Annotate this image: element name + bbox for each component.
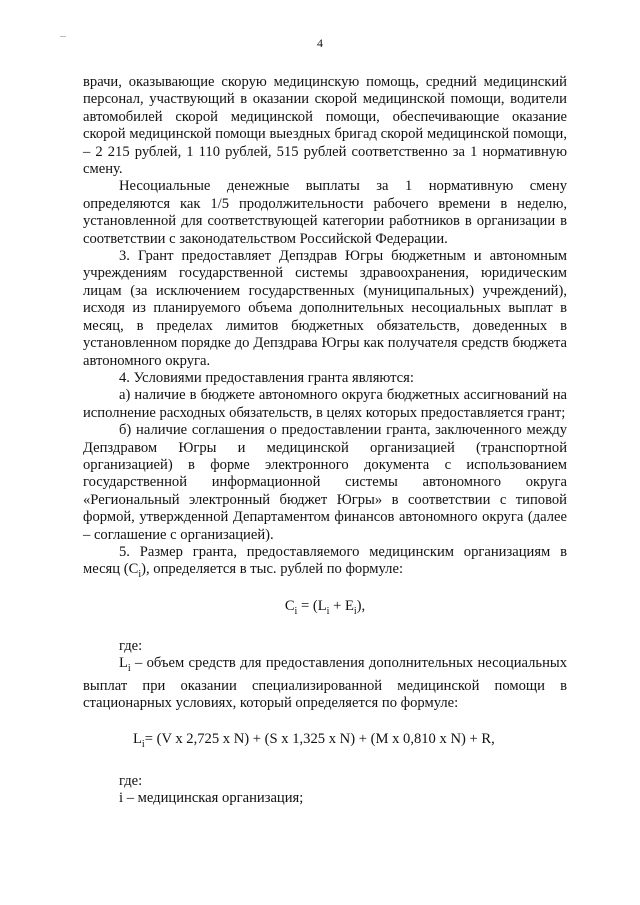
- paragraph-4a: а) наличие в бюджете автономного округа бюджетных ассигнований на исполнение расходных обязательств, в целях которых предоставляется грант;: [83, 387, 567, 421]
- paragraph-4-conditions: 4. Условиями предоставления гранта являются:: [119, 369, 414, 386]
- document-body: [83, 74, 567, 808]
- paragraph-3-grant-provision: 3. Грант предоставляет Депздрав Югры бюджетным и автономным учреждениям государственной системы здравоохранения, юридическим лицам (за исключением государственных (муниципальных) учреждений), исходя из планируемого объема дополнительных несоциальных выплат в месяц, в пределах лимитов бюджетных обязательств, доведенных в установленном порядке до Депздрава Югры как получателя средств бюджета автономного округа.: [83, 248, 567, 369]
- formula-l-sub: i: [326, 605, 330, 617]
- paragraph-4b: б) наличие соглашения о предоставлении гранта, заключенного между Депздравом Югры и медицинской организацией (транспортной организацией) в форме электронного документа с использованием государственной информационной системы автономного округа «Региональный электронный бюджет Югры» в соответствии с типовой формой, утвержденной Департаментом финансов автономного округа (далее – соглашение с организацией).: [83, 422, 567, 543]
- paragraph-5-text-after: ), определяется в тыс. рублей по формуле:: [141, 561, 403, 578]
- definition-l-sub: i: [127, 663, 131, 675]
- paragraph-5-subscript: i: [138, 569, 142, 581]
- definition-l: L: [119, 655, 128, 672]
- formula-grant-size: [83, 598, 567, 620]
- paragraph-continuation: врачи, оказывающие скорую медицинскую помощь, средний медицинский персонал, участвующий в оказании скорой медицинской помощи, водители автомобилей скорой медицинской помощи, обеспечивающие оказание скорой медицинской помощи выездных бригад скорой медицинской помощи, – 2 215 рублей, 1 110 рублей, 515 рублей соответственно за 1 нормативную смену.: [83, 74, 567, 178]
- formula-end: ),: [356, 597, 366, 614]
- formula2-l: L: [133, 730, 142, 747]
- page-number: 4: [317, 36, 323, 50]
- paragraph-l-definition: [83, 655, 567, 712]
- formula-l: [83, 731, 567, 753]
- formula-c-sub: i: [294, 605, 298, 617]
- formula-eq-l: = (L: [297, 597, 327, 614]
- formula2-l-sub: i: [141, 738, 145, 750]
- paragraph-non-social-payments: Несоциальные денежные выплаты за 1 нормативную смену определяются как 1/5 продолжительности рабочего времени в неделю, установленной для соответствующей категории работников в организации в соответствии с законодательством Российской Федерации.: [83, 178, 567, 247]
- formula-c: C: [284, 597, 295, 614]
- paragraph-5-text-before: 5. Размер гранта, предоставляемого медицинским организациям в месяц (C: [83, 543, 567, 578]
- paragraph-5-grant-size: [83, 544, 567, 584]
- where-label-1: где:: [119, 638, 143, 654]
- formula-e-sub: i: [353, 605, 357, 617]
- definition-l-text: – объем средств для предоставления дополнительных несоциальных выплат при оказании специализированной медицинской помощи в стационарных условиях, который определяется по формуле:: [83, 655, 567, 712]
- formula-plus-e: + E: [329, 597, 354, 614]
- where-label-2: где:: [119, 772, 143, 789]
- definition-i: i – медицинская организация;: [119, 790, 304, 807]
- formula2-body: = (V x 2,725 x N) + (S x 1,325 x N) + (M x 0,810 x N) + R,: [144, 730, 495, 747]
